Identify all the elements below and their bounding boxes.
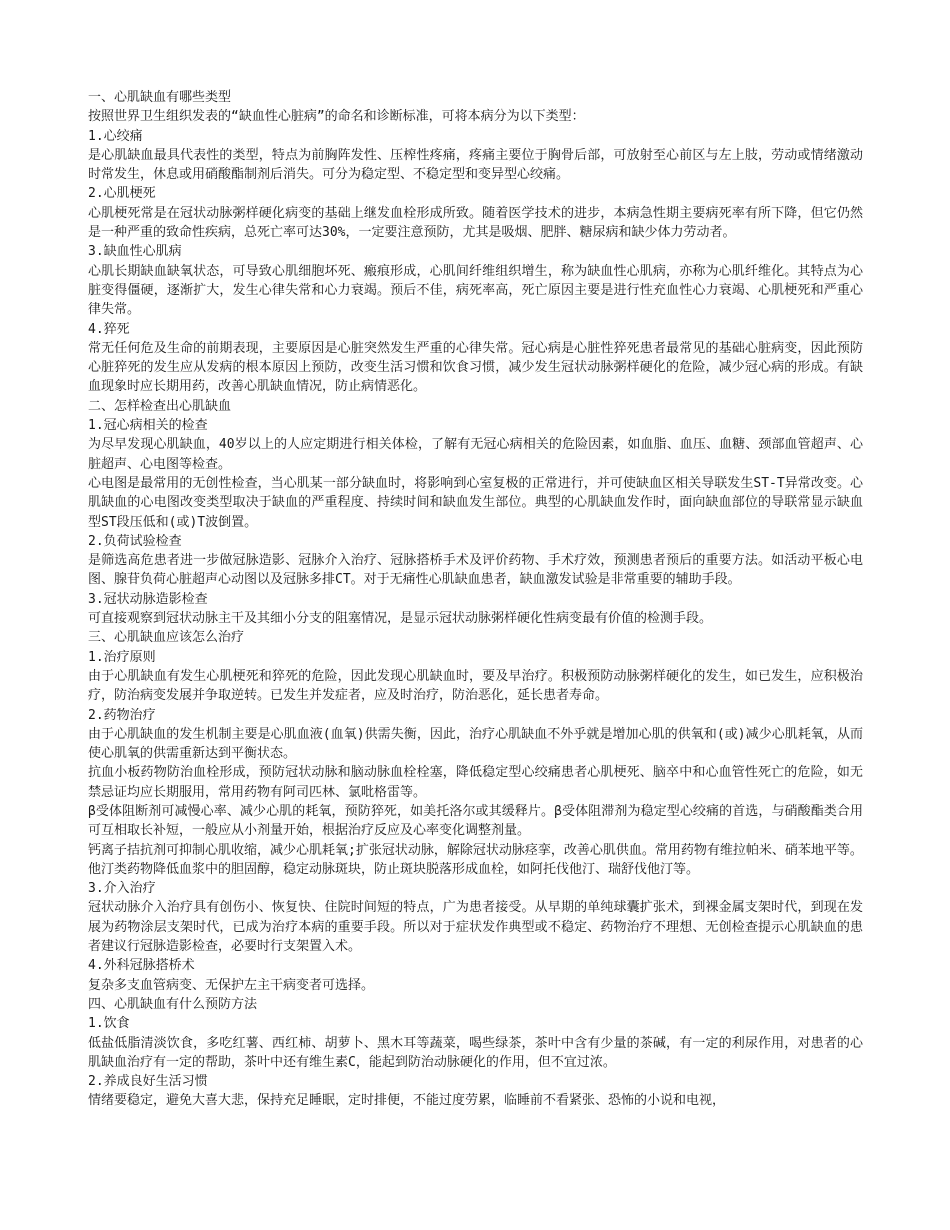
paragraph-related-checks: 为尽早发现心肌缺血，40岁以上的人应定期进行相关体检，了解有无冠心病相关的危险因素，如血脂、血压、血糖、颈部血管超声、心脏超声、心电图等检查。	[88, 437, 863, 472]
paragraph-ecg: 心电图是最常用的无创性检查，当心肌某一部分缺血时，将影响到心室复极的正常进行，并可使缺血区相关导联发生ST-T异常改变。心肌缺血的心电图改变类型取决于缺血的严重程度、持续时间和缺血发生部位。典型的心肌缺血发作时，面向缺血部位的导联常显示缺血型ST段压低和(或)T波倒置。	[88, 475, 863, 530]
paragraph-antiplatelet: 抗血小板药物防治血栓形成，预防冠状动脉和脑动脉血栓栓塞，降低稳定型心绞痛患者心肌梗死、脑卒中和心血管性死亡的危险，如无禁忌证均应长期服用，常用药物有阿司匹林、氯吡格雷等。	[88, 765, 863, 800]
document-page	[88, 88, 863, 1111]
section-heading-treatment: 三、心肌缺血应该怎么治疗	[88, 630, 245, 646]
subheading-stress-test: 2.负荷试验检查	[88, 533, 182, 549]
paragraph-intro: 按照世界卫生组织发表的“缺血性心脏病”的命名和诊断标准，可将本病分为以下类型：	[88, 109, 585, 125]
subheading-sudden-death: 4.猝死	[88, 321, 130, 337]
paragraph-beta-blocker: β受体阻断剂可减慢心率、减少心肌的耗氧，预防猝死，如美托洛尔或其缓释片。β受体阻滞剂为稳定型心绞痛的首选，与硝酸酯类合用可互相取长补短，一般应从小剂量开始，根据治疗反应及心率变化调整剂量。	[88, 803, 863, 839]
paragraph-diet: 低盐低脂清淡饮食，多吃红薯、西红柿、胡萝卜、黑木耳等蔬菜，喝些绿茶，茶叶中含有少量的茶碱，有一定的利尿作用，对患者的心肌缺血治疗有一定的帮助，茶叶中还有维生素C，能起到防治动脉硬化的作用，但不宜过浓。	[88, 1035, 863, 1070]
paragraph-infarction: 心肌梗死常是在冠状动脉粥样硬化病变的基础上继发血栓形成所致。随着医学技术的进步，本病急性期主要病死率有所下降，但它仍然是一种严重的致命性疾病，总死亡率可达30%，一定要注意预防，尤其是吸烟、肥胖、糖尿病和缺少体力劳动者。	[88, 205, 863, 241]
paragraph-calcium-antagonist: 钙离子拮抗剂可抑制心肌收缩，减少心肌耗氧;扩张冠状动脉，解除冠状动脉痉挛，改善心肌供血。常用药物有维拉帕米、硝苯地平等。	[88, 842, 863, 858]
paragraph-interventional: 冠状动脉介入治疗具有创伤小、恢复快、住院时间短的特点，广为患者接受。从早期的单纯球囊扩张术，到裸金属支架时代，到现在发展为药物涂层支架时代，已成为治疗本病的重要手段。所以对于症状发作典型或不稳定、药物治疗不理想、无创检查提示心肌缺血的患者建议行冠脉造影检查，必要时行支架置入术。	[88, 900, 863, 955]
subheading-angina: 1.心绞痛	[88, 128, 143, 144]
subheading-interventional: 3.介入治疗	[88, 881, 156, 897]
paragraph-bypass: 复杂多支血管病变、无保护左主干病变者可选择。	[88, 977, 375, 993]
paragraph-ischemic-cardiomyopathy: 心肌长期缺血缺氧状态，可导致心肌细胞坏死、瘢痕形成，心肌间纤维组织增生，称为缺血性心肌病，亦称为心肌纤维化。其特点为心脏变得僵硬，逐渐扩大，发生心律失常和心力衰竭。预后不佳，病死率高，死亡原因主要是进行性充血性心力衰竭、心肌梗死和严重心律失常。	[88, 263, 863, 318]
paragraph-habits: 情绪要稳定，避免大喜大悲，保持充足睡眠，定时排便，不能过度劳累，临睡前不看紧张、恐怖的小说和电视，	[88, 1093, 726, 1109]
subheading-treatment-principles: 1.治疗原则	[88, 649, 156, 665]
subheading-angiography: 3.冠状动脉造影检查	[88, 591, 208, 607]
paragraph-treatment-principles: 由于心肌缺血有发生心肌梗死和猝死的危险，因此发现心肌缺血时，要及早治疗。积极预防动脉粥样硬化的发生，如已发生，应积极治疗，防治病变发展并争取逆转。已发生并发症者，应及时治疗，防治恶化，延长患者寿命。	[88, 668, 863, 704]
section-heading-types: 一、心肌缺血有哪些类型	[88, 90, 232, 105]
paragraph-stress-test: 是筛选高危患者进一步做冠脉造影、冠脉介入治疗、冠脉搭桥手术及评价药物、手术疗效，预测患者预后的重要方法。如活动平板心电图、腺苷负荷心脏超声心动图以及冠脉多排CT。对于无痛性心肌缺血患者，缺血激发试验是非常重要的辅助手段。	[88, 553, 863, 588]
paragraph-angina: 是心肌缺血最具代表性的类型，特点为前胸阵发性、压榨性疼痛，疼痛主要位于胸骨后部，可放射至心前区与左上肢，劳动或情绪激动时常发生，休息或用硝酸酯制剂后消失。可分为稳定型、不稳定型和变异型心绞痛。	[88, 147, 863, 183]
subheading-infarction: 2.心肌梗死	[88, 186, 156, 202]
subheading-bypass: 4.外科冠脉搭桥术	[88, 958, 195, 974]
subheading-ischemic-cardiomyopathy: 3.缺血性心肌病	[88, 244, 182, 260]
paragraph-angiography: 可直接观察到冠状动脉主干及其细小分支的阻塞情况，是显示冠状动脉粥样硬化性病变最有价值的检测手段。	[88, 611, 713, 627]
paragraph-drug-mechanism: 由于心肌缺血的发生机制主要是心肌血液(血氧)供需失衡，因此，治疗心肌缺血不外乎就是增加心肌的供氧和(或)减少心肌耗氧，从而使心肌氧的供需重新达到平衡状态。	[88, 726, 863, 762]
paragraph-sudden-death: 常无任何危及生命的前期表现，主要原因是心脏突然发生严重的心律失常。冠心病是心脏性猝死患者最常见的基础心脏病变，因此预防心脏猝死的发生应从发病的根本原因上预防，改变生活习惯和饮食习惯，减少发生冠状动脉粥样硬化的危险，减少冠心病的形成。有缺血现象时应长期用药，改善心肌缺血情况，防止病情恶化。	[88, 340, 863, 395]
section-heading-prevention: 四、心肌缺血有什么预防方法	[88, 996, 258, 1012]
section-heading-examination: 二、怎样检查出心肌缺血	[88, 398, 232, 414]
subheading-drug-therapy: 2.药物治疗	[88, 707, 156, 723]
subheading-diet: 1.饮食	[88, 1016, 130, 1032]
paragraph-statins: 他汀类药物降低血浆中的胆固醇，稳定动脉斑块，防止斑块脱落形成血栓，如阿托伐他汀、瑞舒伐他汀等。	[88, 861, 700, 877]
subheading-habits: 2.养成良好生活习惯	[88, 1074, 208, 1090]
subheading-related-checks: 1.冠心病相关的检查	[88, 418, 208, 434]
